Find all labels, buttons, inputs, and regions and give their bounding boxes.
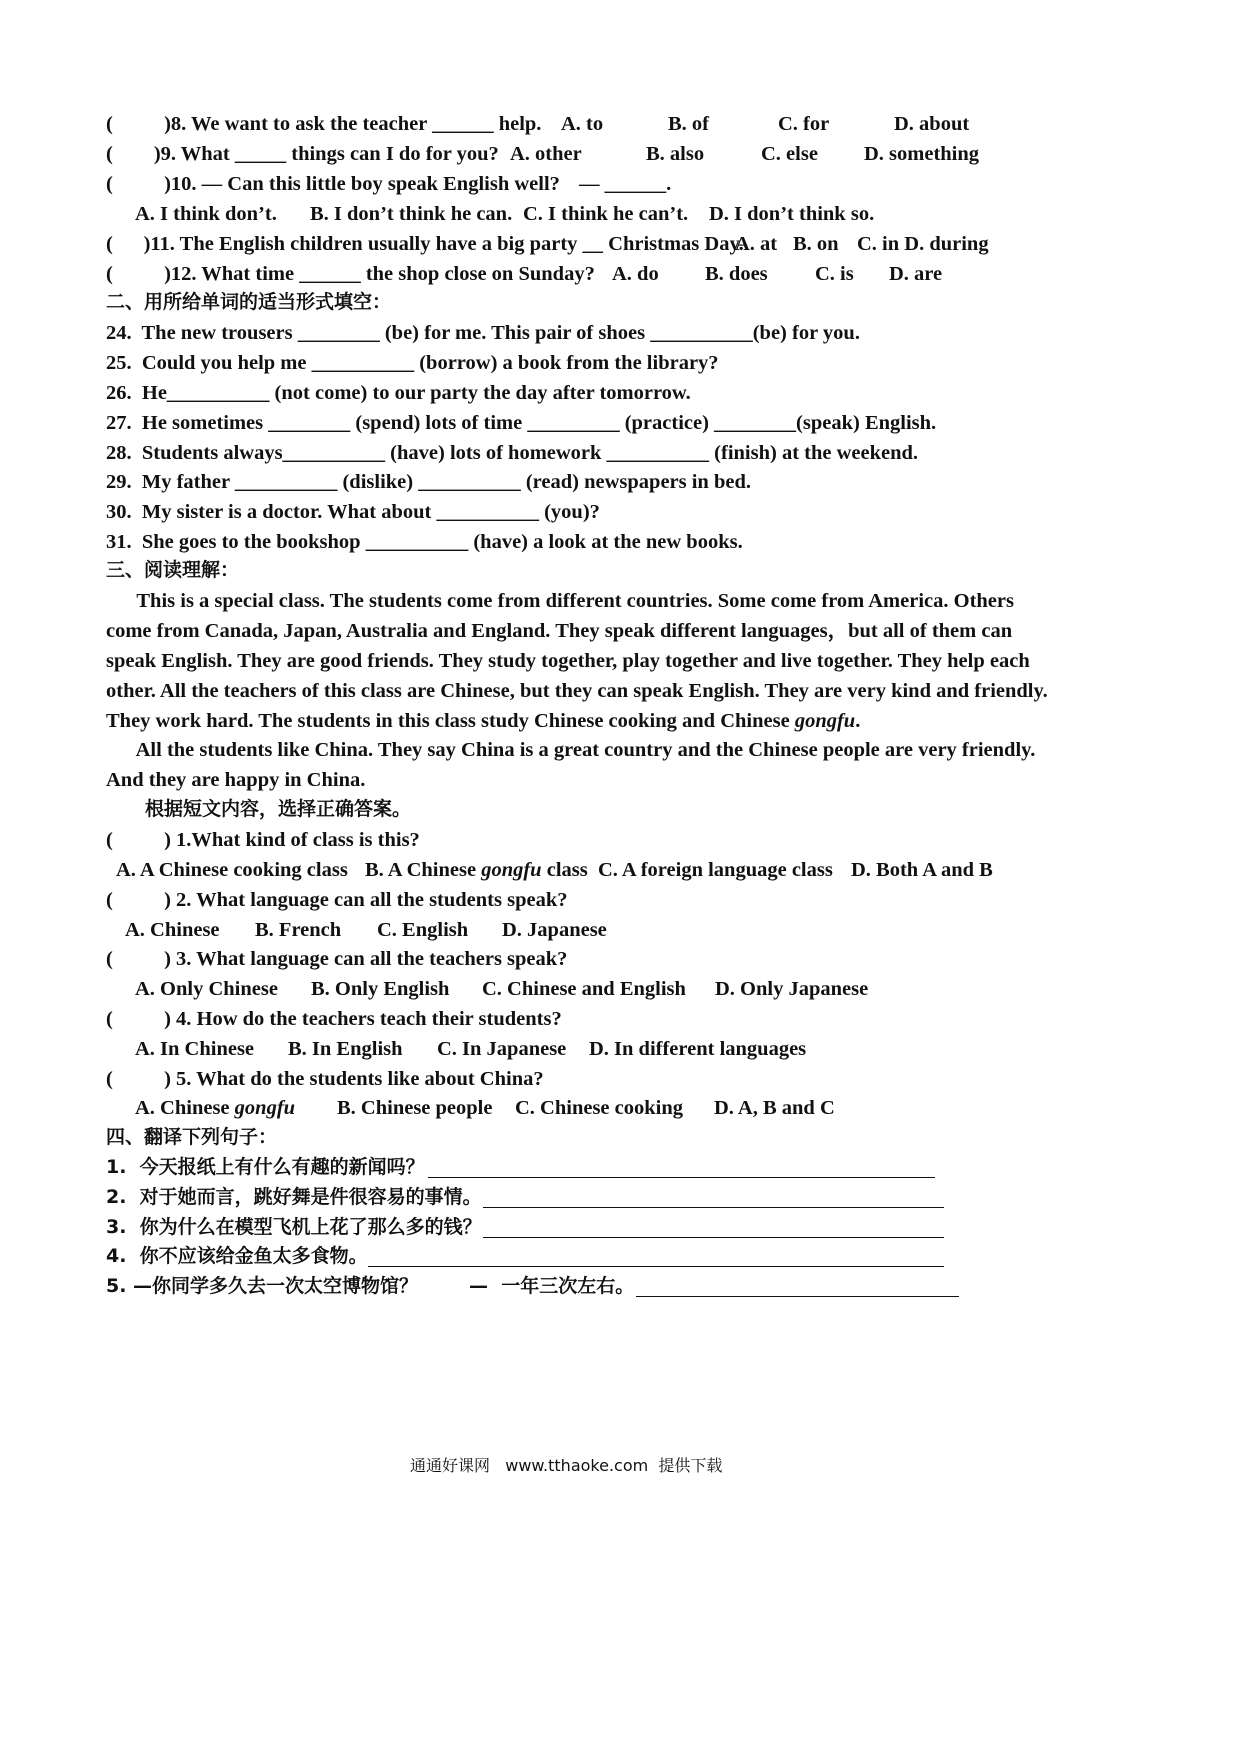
translate-item-2: 2. 对于她而言，跳好舞是件很容易的事情。 <box>106 1186 482 1208</box>
fill-item-31: 31. She goes to the bookshop __________ (have) a look at the new books. <box>106 531 743 553</box>
q12-option-b: B. does <box>705 263 768 285</box>
reading-q5: ( ) 5. What do the students like about China? <box>106 1068 544 1090</box>
reading-q1-d: D. Both A and B <box>851 859 993 881</box>
translate-item-5-reply: — 一年三次左右。 <box>469 1275 635 1297</box>
fill-item-24: 24. The new trousers ________ (be) for me. This pair of shoes __________(be) for you. <box>106 322 860 344</box>
reading-q5-d: D. A, B and C <box>714 1097 835 1119</box>
reading-q2-b: B. French <box>255 919 342 941</box>
reading-q4-a: A. In Chinese <box>135 1038 255 1060</box>
reading-q1-a: A. A Chinese cooking class <box>116 859 348 881</box>
translate-answer-line-3 <box>483 1237 944 1238</box>
reading-q1-b-post: class <box>541 859 588 881</box>
reading-q2-a: A. Chinese <box>125 919 220 941</box>
reading-q1: ( ) 1.What kind of class is this? <box>106 829 420 851</box>
section-4-title: 四、翻译下列句子： <box>106 1126 278 1148</box>
reading-q4-c: C. In Japanese <box>437 1038 567 1060</box>
q11-stem: ( )11. The English children usually have a big party __ Christmas Day. <box>106 233 744 255</box>
reading-q5-a-pre: A. Chinese <box>135 1097 235 1119</box>
fill-item-26: 26. He__________ (not come) to our party the day after tomorrow. <box>106 382 691 404</box>
section-2-title: 二、用所给单词的适当形式填空： <box>106 291 392 313</box>
q9-stem: ( )9. What _____ things can I do for you? <box>106 143 499 165</box>
q8-option-c: C. for <box>778 113 830 135</box>
q12-option-c: C. is <box>815 263 854 285</box>
reading-q3-a: A. Only Chinese <box>135 978 278 1000</box>
reading-q5-a-gongfu: gongfu <box>234 1097 296 1119</box>
reading-q3-c: C. Chinese and English <box>482 978 686 1000</box>
reading-q3-b: B. Only English <box>311 978 450 1000</box>
q8-option-d: D. about <box>894 113 970 135</box>
reading-q4-d: D. In different languages <box>589 1038 807 1060</box>
translate-answer-line-2 <box>483 1207 944 1208</box>
translate-item-4: 4. 你不应该给金鱼太多食物。 <box>106 1245 368 1267</box>
fill-item-28: 28. Students always__________ (have) lots of homework __________ (finish) at the weekend. <box>106 442 919 464</box>
passage-line-5-text: They work hard. The students in this class study Chinese cooking and Chinese <box>106 710 795 732</box>
translate-item-5: 5. —你同学多久去一次太空博物馆？ <box>106 1275 419 1297</box>
q10-option-b: B. I don’t think he can. <box>310 203 513 225</box>
passage-line-4: other. All the teachers of this class are Chinese, but they can speak English. They are very kind and friendly. <box>106 680 1048 702</box>
reading-q4: ( ) 4. How do the teachers teach their students? <box>106 1008 562 1030</box>
q12-option-a: A. do <box>612 263 659 285</box>
reading-q5-a <box>135 1098 295 1119</box>
footer-source: 通通好课网 www.tthaoke.com 提供下载 <box>410 1456 723 1475</box>
q10-stem: ( )10. — Can this little boy speak English well? <box>106 173 560 195</box>
fill-item-29: 29. My father __________ (dislike) __________ (read) newspapers in bed. <box>106 471 751 493</box>
q9-option-b: B. also <box>646 143 705 165</box>
reading-q1-b-gongfu: gongfu <box>481 859 542 881</box>
q8-option-b: B. of <box>668 113 709 135</box>
passage-line-2: come from Canada, Japan, Australia and England. They speak different languages，but all of them can <box>106 620 1013 642</box>
reading-q1-c: C. A foreign language class <box>598 859 833 881</box>
reading-q2: ( ) 2. What language can all the students speak? <box>106 889 568 911</box>
translate-item-1: 1. 今天报纸上有什么有趣的新闻吗？ <box>106 1156 425 1178</box>
reading-q5-b: B. Chinese people <box>337 1097 493 1119</box>
q8-option-a: A. to <box>561 113 604 135</box>
q10-option-d: D. I don’t think so. <box>709 203 875 225</box>
q12-option-d: D. are <box>889 263 943 285</box>
reading-q4-b: B. In English <box>288 1038 403 1060</box>
fill-item-27: 27. He sometimes ________ (spend) lots of time _________ (practice) ________(speak) English. <box>106 412 937 434</box>
reading-q1-b-pre: B. A Chinese <box>365 859 482 881</box>
passage-gongfu: gongfu <box>794 710 856 732</box>
q10-option-c: C. I think he can’t. <box>523 203 689 225</box>
q9-option-c: C. else <box>761 143 818 165</box>
reading-q1-b <box>365 860 588 881</box>
passage-period: . <box>855 710 861 732</box>
translate-answer-line-1 <box>428 1177 935 1178</box>
q9-option-d: D. something <box>864 143 980 165</box>
reading-q3-d: D. Only Japanese <box>715 978 869 1000</box>
reading-q2-c: C. English <box>377 919 469 941</box>
q8-stem: ( )8. We want to ask the teacher ______ help. <box>106 113 542 135</box>
q9-option-a: A. other <box>510 143 582 165</box>
translate-item-3: 3. 你为什么在模型飞机上花了那么多的钱？ <box>106 1216 482 1238</box>
translate-answer-line-4 <box>368 1266 944 1267</box>
q10-option-a: A. I think don’t. <box>135 203 277 225</box>
translate-answer-line-5 <box>636 1296 959 1297</box>
reading-instruction: 根据短文内容，选择正确答案。 <box>145 798 412 820</box>
passage-line-1: This is a special class. The students come from different countries. Some come from America. Others <box>106 590 1014 612</box>
fill-item-25: 25. Could you help me __________ (borrow) a book from the library? <box>106 352 719 374</box>
reading-q3: ( ) 3. What language can all the teachers speak? <box>106 948 568 970</box>
q10-answer-blank: — ______. <box>579 173 672 195</box>
q12-stem: ( )12. What time ______ the shop close on Sunday? <box>106 263 595 285</box>
reading-q2-d: D. Japanese <box>502 919 607 941</box>
passage-line-6: All the students like China. They say China is a great country and the Chinese people are very friendly. <box>106 739 1036 761</box>
passage-line-5 <box>106 711 860 732</box>
passage-line-3: speak English. They are good friends. They study together, play together and live together. They help each <box>106 650 1030 672</box>
q11-option-a: A. at <box>735 233 778 255</box>
passage-line-7: And they are happy in China. <box>106 769 366 791</box>
q11-option-cd: C. in D. during <box>857 233 989 255</box>
reading-q5-c: C. Chinese cooking <box>515 1097 684 1119</box>
fill-item-30: 30. My sister is a doctor. What about __________ (you)? <box>106 501 600 523</box>
q11-option-b: B. on <box>793 233 839 255</box>
section-3-title: 三、阅读理解： <box>106 559 240 581</box>
